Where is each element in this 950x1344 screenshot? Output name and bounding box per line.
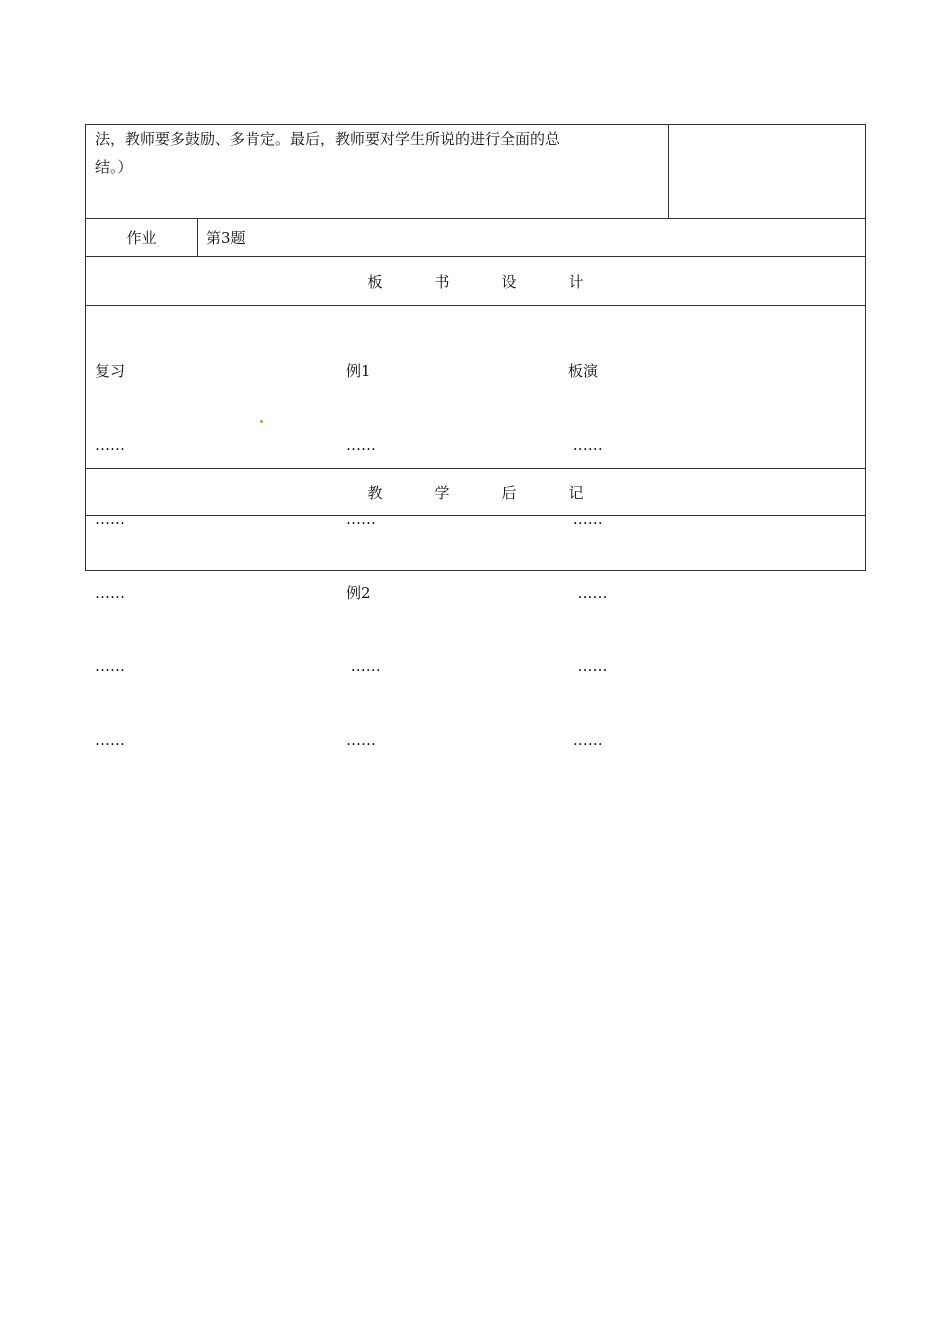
board-line: 复习 — [95, 362, 126, 381]
board-column-demonstration — [568, 310, 616, 802]
board-heading-char: 计 — [568, 272, 584, 291]
board-heading-char: 书 — [434, 272, 450, 291]
board-line: …… — [568, 583, 608, 602]
teaching-notes-body — [86, 516, 866, 571]
board-line: …… — [95, 435, 125, 454]
notes-heading-char: 教 — [367, 483, 383, 502]
homework-label: 作业 — [86, 219, 198, 257]
board-line: 例2 — [346, 583, 371, 602]
board-line: …… — [346, 657, 381, 676]
teaching-notes-heading — [86, 469, 866, 516]
board-line: …… — [346, 509, 376, 528]
board-column-review — [95, 310, 143, 802]
intro-line-2: 结。） — [95, 158, 133, 176]
lesson-plan-table — [85, 124, 866, 750]
board-line: 板演 — [568, 362, 599, 381]
intro-cell — [86, 125, 669, 219]
notes-heading-char: 学 — [434, 483, 450, 502]
board-design-content — [86, 306, 866, 750]
board-line: …… — [568, 657, 608, 676]
board-line: 例1 — [346, 362, 371, 381]
board-line: …… — [346, 731, 376, 750]
board-line: …… — [95, 731, 125, 750]
board-line: …… — [95, 657, 125, 676]
board-line: …… — [568, 509, 603, 528]
board-heading-char: 板 — [367, 272, 383, 291]
board-heading-char: 设 — [501, 272, 517, 291]
board-design-heading — [86, 257, 866, 306]
board-line: …… — [346, 435, 376, 454]
intro-side-cell — [669, 125, 866, 219]
intro-line-1: 法，教师要多鼓励、多肯定。最后，教师要对学生所说的进行全面的总 — [95, 130, 561, 148]
notes-heading-char: 记 — [568, 483, 584, 502]
notes-heading-char: 后 — [501, 483, 517, 502]
board-column-examples — [346, 310, 394, 802]
board-line: …… — [95, 583, 125, 602]
board-line: …… — [568, 435, 603, 454]
homework-value: 第3题 — [198, 219, 866, 257]
board-line: …… — [568, 731, 603, 750]
board-line: …… — [95, 509, 125, 528]
stray-dot-mark — [260, 420, 263, 423]
